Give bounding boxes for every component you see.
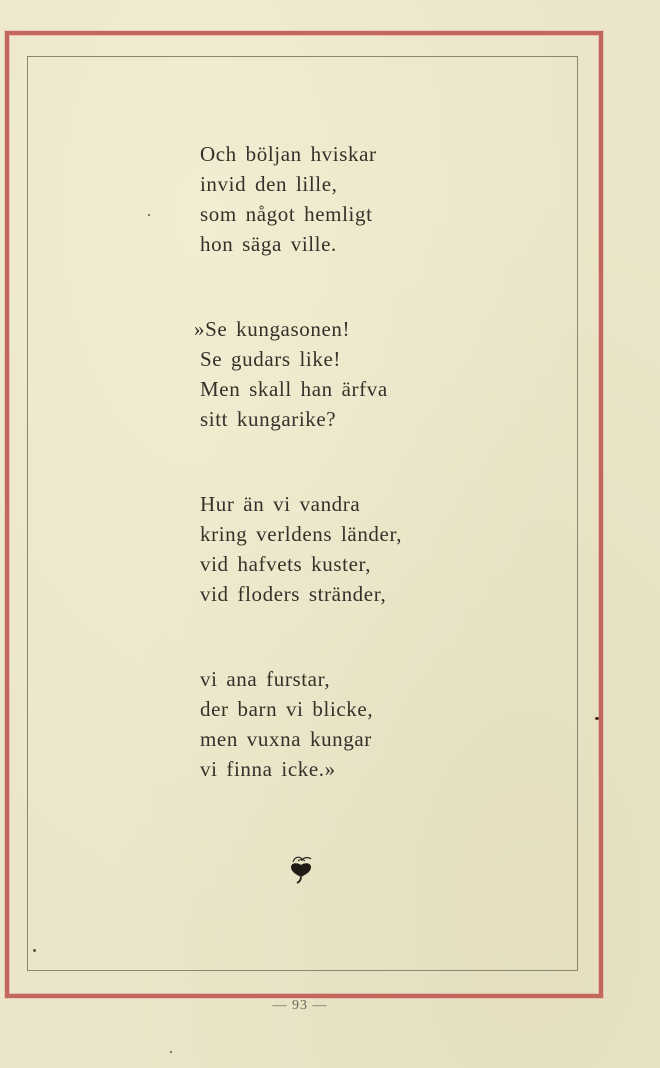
scan-speck: [170, 1051, 172, 1053]
poem-line: men vuxna kungar: [200, 727, 372, 751]
poem-line: »Se kungasonen!: [194, 317, 351, 341]
scan-speck: [595, 717, 599, 720]
poem-line: der barn vi blicke,: [200, 697, 374, 721]
poem-line: Men skall han ärfva: [200, 377, 388, 401]
poem-line: vid hafvets kuster,: [200, 552, 372, 576]
scan-speck: [33, 949, 36, 952]
poem-text: [194, 139, 500, 839]
stanza-2: [194, 314, 500, 434]
poem-line: Och böljan hviskar: [200, 142, 377, 166]
stanza-3: [200, 489, 500, 609]
poem-line: vi finna icke.»: [200, 757, 336, 781]
scan-speck: [148, 214, 150, 216]
poem-line: vi ana furstar,: [200, 667, 331, 691]
poem-line: Se gudars like!: [200, 347, 341, 371]
poem-line: hon säga ville.: [200, 232, 337, 256]
poem-line: som något hemligt: [200, 202, 373, 226]
fleuron-leaf-icon: [289, 853, 313, 887]
page-number: — 93 —: [272, 998, 328, 1013]
poem-line: invid den lille,: [200, 172, 338, 196]
poem-line: vid floders stränder,: [200, 582, 387, 606]
poem-line: Hur än vi vandra: [200, 492, 361, 516]
stanza-1: [200, 139, 500, 259]
poem-line: kring verldens länder,: [200, 522, 403, 546]
stanza-4: [200, 664, 500, 784]
poem-line: sitt kungarike?: [200, 407, 337, 431]
